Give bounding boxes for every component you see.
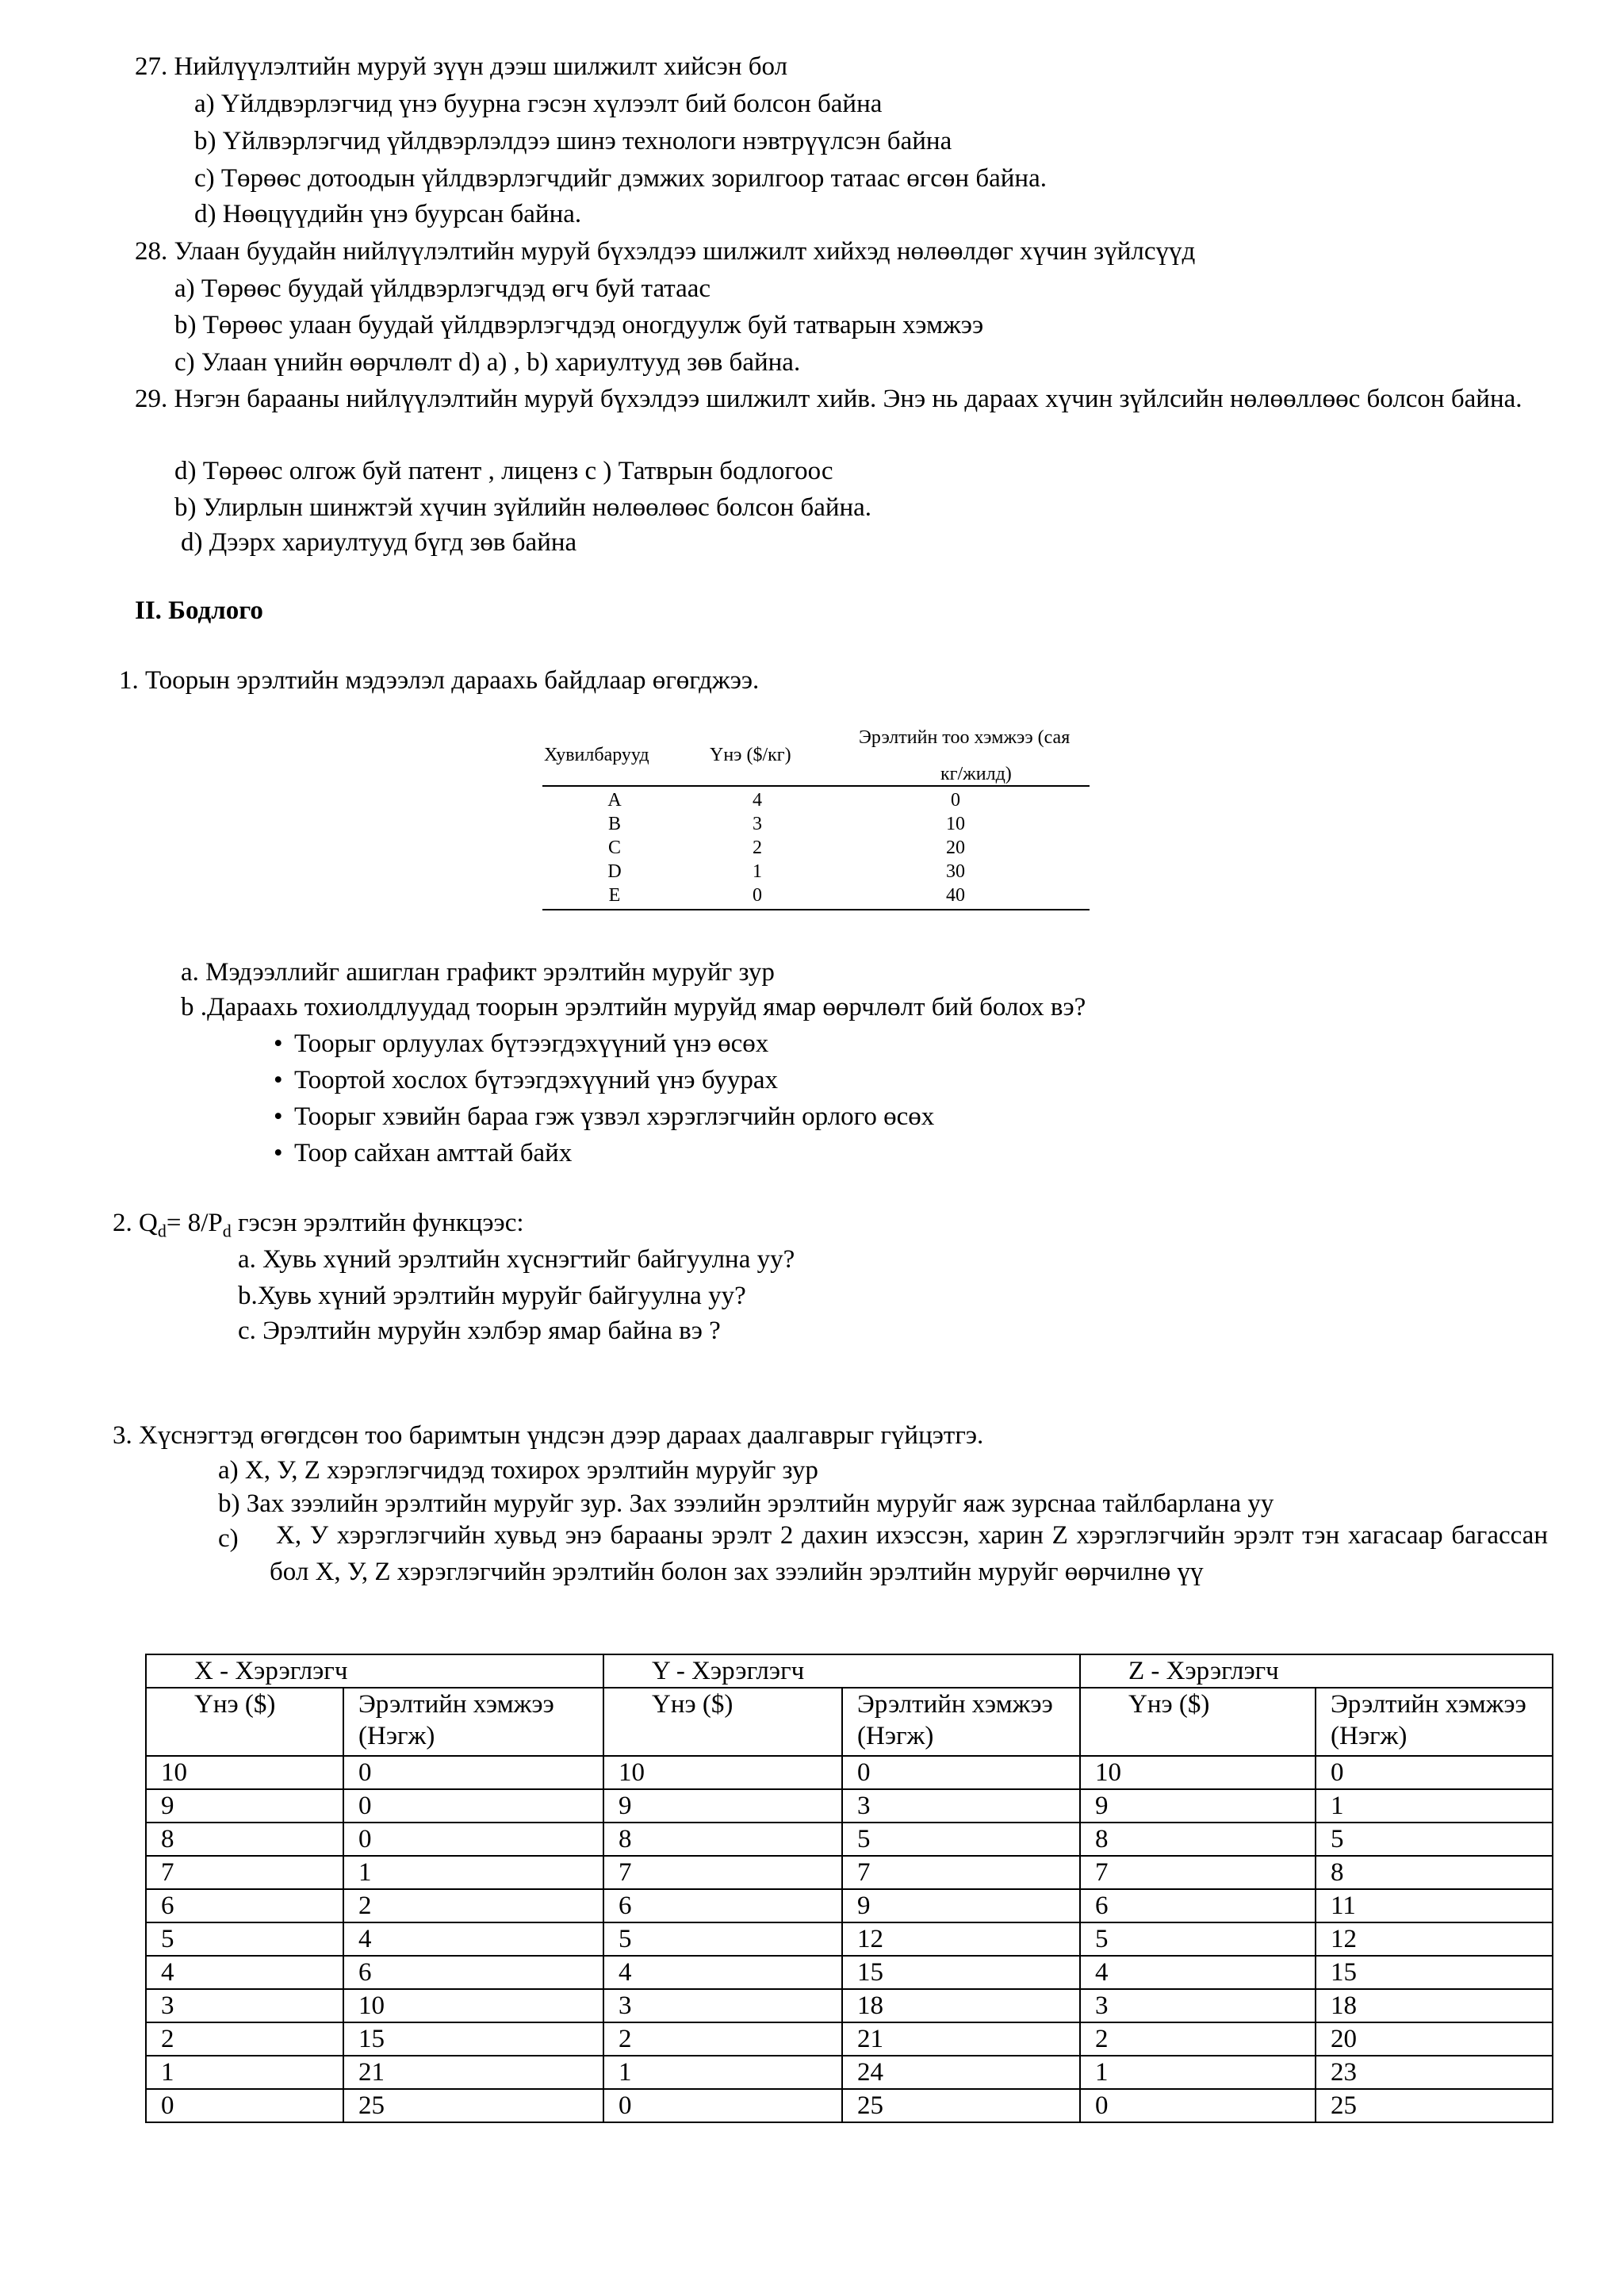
consumer-demand-table — [145, 1654, 1553, 2123]
table-cell: 4 — [146, 1956, 343, 1989]
table-row — [146, 1989, 1553, 2022]
table-cell: 5 — [1316, 1823, 1553, 1856]
table-cell: 8 — [146, 1823, 343, 1856]
table-cell: 1 — [146, 2056, 343, 2089]
table-header-quantity-unit: кг/жилд) — [940, 764, 1012, 784]
problem-3-intro: 3. Хүснэгтэд өгөгдсөн тоо баримтын үндсэн дээр дараах даалгаврыг гүйцэтгэ. — [113, 1421, 984, 1450]
table-cell: 2 — [753, 838, 762, 858]
table-cell: 18 — [1316, 1989, 1553, 2022]
table-cell: 21 — [343, 2056, 603, 2089]
q28-option-a: a) Төрөөс буудай үйлдвэрлэгчдэд өгч буй татаас — [174, 274, 711, 303]
table-cell: 20 — [1316, 2022, 1553, 2056]
table-row — [146, 1756, 1553, 1789]
table-cell: 7 — [842, 1856, 1080, 1889]
problem-1-b: b .Дараахь тохиолдлуудад тоорын эрэлтийн муруйд ямар өөрчлөлт бий болох вэ? — [181, 993, 1086, 1022]
table-cell: 2 — [1080, 2022, 1316, 2056]
table-cell: 1 — [343, 1856, 603, 1889]
table-cell: 3 — [146, 1989, 343, 2022]
table-cell: 4 — [603, 1956, 842, 1989]
table-cell: 15 — [343, 2022, 603, 2056]
table-cell: 10 — [1080, 1756, 1316, 1789]
table-header-quantity: Эрэлтийн тоо хэмжээ (сая — [859, 727, 1071, 748]
table-top-rule — [542, 785, 1090, 787]
problem-3-a: a) X, У, Z хэрэглэгчидэд тохирох эрэлтийн муруйг зур — [218, 1456, 818, 1485]
table-column-header-row — [146, 1688, 1553, 1756]
bullet-icon: • — [274, 1102, 283, 1131]
bullet-item: • Тоорыг орлуулах бүтээгдэхүүний үнэ өсөх — [274, 1029, 769, 1058]
table-cell: 12 — [842, 1922, 1080, 1956]
table-cell: 6 — [1080, 1889, 1316, 1922]
table-cell: 5 — [146, 1922, 343, 1956]
table-row — [146, 1922, 1553, 1956]
table-cell: 8 — [1080, 1823, 1316, 1856]
table-cell: 30 — [946, 861, 965, 882]
table-cell: 7 — [146, 1856, 343, 1889]
table-cell: 0 — [146, 2089, 343, 2122]
table-cell: 25 — [842, 2089, 1080, 2122]
column-header-price: Үнэ ($) — [1080, 1688, 1316, 1756]
table-cell: 3 — [1080, 1989, 1316, 2022]
table-row — [146, 1789, 1553, 1823]
q29-option-3: d) Дээрх хариултууд бүгд зөв байна — [181, 528, 577, 557]
table-cell: 9 — [603, 1789, 842, 1823]
table-cell: B — [607, 814, 621, 834]
table-cell: 7 — [1080, 1856, 1316, 1889]
problem-2-c: c. Эрэлтийн муруйн хэлбэр ямар байна вэ ? — [238, 1317, 721, 1345]
table-row — [146, 1823, 1553, 1856]
table-group-row — [146, 1654, 1553, 1688]
question-29: 29. Нэгэн барааны нийлүүлэлтийн муруй бүхэлдээ шилжилт хийв. Энэ нь дараах хүчин зүйлсийн нөлөөллөөс болсон байна. — [135, 385, 1522, 413]
table-cell: 3 — [753, 814, 762, 834]
table-cell: 10 — [603, 1756, 842, 1789]
problem-1-a: a. Мэдээллийг ашиглан графикт эрэлтийн муруйг зур — [181, 958, 775, 987]
question-27: 27. Нийлүүлэлтийн муруй зүүн дээш шилжилт хийсэн бол — [135, 52, 788, 81]
problem-2-b: b.Хувь хүний эрэлтийн муруйг байгуулна уу? — [238, 1282, 746, 1310]
q27-option-c: c) Төрөөс дотоодын үйлдвэрлэгчдийг дэмжих зорилгоор татаас өгсөн байна. — [194, 164, 1047, 193]
table-cell: 0 — [343, 1756, 603, 1789]
table-cell: 9 — [1080, 1789, 1316, 1823]
column-header-quantity: Эрэлтийн хэмжээ (Нэгж) — [842, 1688, 1080, 1756]
table-cell: 4 — [343, 1922, 603, 1956]
q27-option-d: d) Нөөцүүдийн үнэ буурсан байна. — [194, 200, 582, 228]
table-cell: 10 — [946, 814, 965, 834]
table-cell: 4 — [1080, 1956, 1316, 1989]
problem-3-c-text: X, У хэрэглэгчийн хувьд энэ барааны эрэлт 2 дахин ихэссэн, харин Z хэрэглэгчийн эрэлт тэн хагасаар багассан бол X, У, Z хэрэглэгчийн эрэлтийн болон зах зээлийн эрэлтийн муруйг өөрчилнө үү — [270, 1521, 1548, 1586]
bullet-icon: • — [274, 1066, 283, 1094]
table-cell: 21 — [842, 2022, 1080, 2056]
table-header-price: Үнэ ($/кг) — [710, 745, 791, 765]
column-header-price: Үнэ ($) — [146, 1688, 343, 1756]
table-cell: 10 — [343, 1989, 603, 2022]
group-header-x: X - Хэрэглэгч — [146, 1654, 603, 1688]
table-cell: 12 — [1316, 1922, 1553, 1956]
bullet-item: • Тоор сайхан амттай байх — [274, 1139, 573, 1167]
q29-option-1: d) Төрөөс олгож буй патент , лиценз c ) Татврын бодлогоос — [174, 457, 833, 485]
table-cell: 8 — [1316, 1856, 1553, 1889]
table-cell: 9 — [842, 1889, 1080, 1922]
table-cell: 2 — [603, 2022, 842, 2056]
bullet-icon: • — [274, 1139, 283, 1167]
problem-3-b: b) Зах зээлийн эрэлтийн муруйг зур. Зах зээлийн эрэлтийн муруйг яаж зурснаа тайлбарлана уу — [218, 1489, 1274, 1518]
q28-option-c: c) Улаан үнийн өөрчлөлт d) a) , b) хариултууд зөв байна. — [174, 348, 801, 377]
table-cell: 18 — [842, 1989, 1080, 2022]
table-row — [146, 2056, 1553, 2089]
table-row — [146, 1956, 1553, 1989]
table-cell: 7 — [603, 1856, 842, 1889]
table-cell: 5 — [1080, 1922, 1316, 1956]
table-cell: D — [607, 861, 622, 882]
column-header-quantity: Эрэлтийн хэмжээ (Нэгж) — [1316, 1688, 1553, 1756]
problem-1-intro: 1. Тоорын эрэлтийн мэдээлэл дараахь байдлаар өгөгджээ. — [119, 666, 760, 695]
problem-3-c-label: c) — [218, 1524, 239, 1553]
bullet-item: • Тоортой хослох бүтээгдэхүүний үнэ буурах — [274, 1066, 778, 1094]
q27-option-a: a) Үйлдвэрлэгчид үнэ буурна гэсэн хүлээлт бий болсон байна — [194, 90, 883, 118]
table-cell: 10 — [146, 1756, 343, 1789]
table-cell: 2 — [146, 2022, 343, 2056]
table-cell: 0 — [1316, 1756, 1553, 1789]
q29-option-2: b) Улирлын шинжтэй хүчин зүйлийн нөлөөлөөс болсон байна. — [174, 493, 872, 522]
table-cell: 6 — [146, 1889, 343, 1922]
table-cell: 0 — [842, 1756, 1080, 1789]
column-header-quantity: Эрэлтийн хэмжээ (Нэгж) — [343, 1688, 603, 1756]
table-cell: A — [607, 790, 622, 811]
q28-option-b: b) Төрөөс улаан буудай үйлдвэрлэгчдэд оногдуулж буй татварын хэмжээ — [174, 311, 984, 339]
problem-2-intro: 2. $Q_d= 8/P_d$ гэсэн эрэлтийн функцээс: — [113, 1209, 524, 1241]
bullet-item: • Тоорыг хэвийн бараа гэж үзвэл хэрэглэгчийн орлого өсөх — [274, 1102, 935, 1131]
table-cell: 15 — [842, 1956, 1080, 1989]
table-header-variants: Хувилбарууд — [544, 745, 649, 765]
question-28: 28. Улаан буудайн нийлүүлэлтийн муруй бүхэлдээ шилжилт хийхэд нөлөөлдөг хүчин зүйлсүүд — [135, 237, 1196, 266]
table-cell: 0 — [343, 1789, 603, 1823]
problem-2-a: a. Хувь хүний эрэлтийн хүснэгтийг байгуулна уу? — [238, 1245, 795, 1274]
table-cell: 6 — [603, 1889, 842, 1922]
table-cell: 0 — [603, 2089, 842, 2122]
table-cell: 3 — [842, 1789, 1080, 1823]
table-cell: 11 — [1316, 1889, 1553, 1922]
table-row — [146, 1889, 1553, 1922]
table-cell: E — [608, 885, 621, 906]
table-cell: 3 — [603, 1989, 842, 2022]
section-title: II. Бодлого — [135, 596, 263, 625]
table-cell: 0 — [753, 885, 762, 906]
table-cell: 0 — [1080, 2089, 1316, 2122]
table-cell: 1 — [1316, 1789, 1553, 1823]
table-cell: 15 — [1316, 1956, 1553, 1989]
table-cell: 25 — [343, 2089, 603, 2122]
group-header-y: Y - Хэрэглэгч — [603, 1654, 1080, 1688]
table-row — [146, 2089, 1553, 2122]
table-cell: 25 — [1316, 2089, 1553, 2122]
table-cell: 5 — [603, 1922, 842, 1956]
table-cell: 4 — [753, 790, 762, 811]
table-cell: 5 — [842, 1823, 1080, 1856]
table-cell: 40 — [946, 885, 965, 906]
table-cell: 8 — [603, 1823, 842, 1856]
table-cell: 20 — [946, 838, 965, 858]
column-header-price: Үнэ ($) — [603, 1688, 842, 1756]
table-cell: 0 — [343, 1823, 603, 1856]
table-bottom-rule — [542, 909, 1090, 910]
group-header-z: Z - Хэрэглэгч — [1080, 1654, 1553, 1688]
table-cell: 9 — [146, 1789, 343, 1823]
table-cell: 24 — [842, 2056, 1080, 2089]
table-cell: 2 — [343, 1889, 603, 1922]
bullet-icon: • — [274, 1029, 283, 1058]
table-row — [146, 1856, 1553, 1889]
table-cell: 1 — [753, 861, 762, 882]
table-cell: 0 — [951, 790, 960, 811]
q27-option-b: b) Үйлвэрлэгчид үйлдвэрлэлдээ шинэ технологи нэвтрүүлсэн байна — [194, 127, 952, 155]
table-cell: 1 — [603, 2056, 842, 2089]
table-cell: 23 — [1316, 2056, 1553, 2089]
table-cell: 1 — [1080, 2056, 1316, 2089]
table-cell: C — [607, 838, 621, 858]
table-cell: 6 — [343, 1956, 603, 1989]
table-row — [146, 2022, 1553, 2056]
